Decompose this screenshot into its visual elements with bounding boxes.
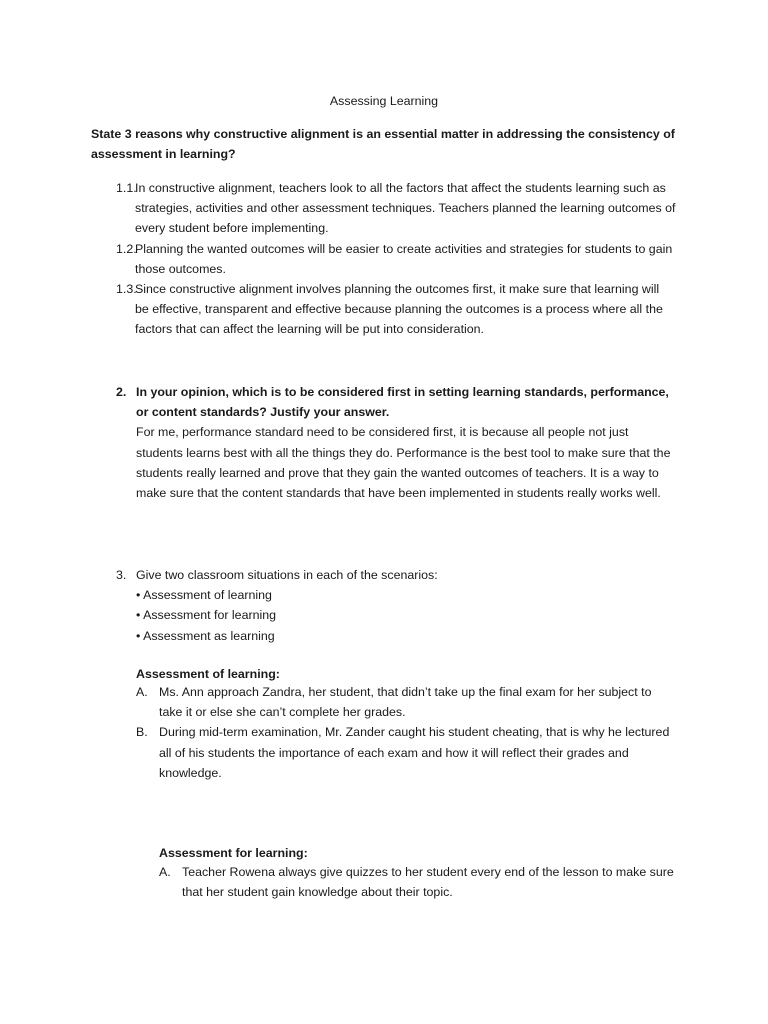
question-2-block [116, 382, 676, 503]
item-text: Planning the wanted outcomes will be easier to create activities and strategies for students to gain those outcomes. [135, 241, 673, 276]
answer-2: For me, performance standard need to be considered first, it is because all people not just students learns best with all the things they do. Performance is the best tool to make sure that the students really learned and prove that they gain the wanted outcomes of teachers. It is a way to make sure that the content standards that have been implemented in students really works well. [136, 425, 671, 501]
list-item [136, 722, 676, 783]
item-text: During mid-term examination, Mr. Zander caught his student cheating, that is why he lectured all of his students the importance of each exam and how it will reflect their grades and knowledge. [159, 725, 670, 780]
question-2: In your opinion, which is to be considered first in setting learning standards, performance, or content standards? Justify your answer. [136, 385, 669, 420]
list-item [159, 862, 679, 902]
list-item [116, 178, 676, 239]
q1-answer-list [116, 178, 676, 340]
section-heading-for-learning: Assessment for learning: [159, 846, 308, 860]
page-title: Assessing Learning [329, 94, 439, 108]
item-letter: B. [136, 725, 148, 740]
item-text: Teacher Rowena always give quizzes to her student every end of the lesson to make sure that her student gain knowledge about their topic. [182, 865, 674, 900]
item-letter: A. [159, 865, 171, 879]
question-3: Give two classroom situations in each of the scenarios: [136, 568, 438, 582]
list-item [116, 279, 676, 340]
item-text: Ms. Ann approach Zandra, her student, that didn’t take up the final exam for her subject to take it or else she can’t complete her grades. [159, 685, 652, 720]
section-heading-of-learning: Assessment of learning: [136, 667, 280, 681]
bullet-item: • Assessment as learning [136, 628, 275, 643]
question-number: 3. [116, 568, 127, 582]
item-text: Since constructive alignment involves planning the outcomes first, it make sure that learning will be effective, transparent and effective because planning the outcomes is a process where all the factors that can affect the learning will be put into consideration. [135, 282, 663, 337]
item-text: In constructive alignment, teachers look to all the factors that affect the students learning such as strategies, activities and other assessment techniques. Teachers planned the learning outcomes of every student before implementing. [135, 181, 676, 236]
item-number: 1.2. [116, 241, 137, 256]
question-number: 2. [116, 385, 127, 399]
question-1: State 3 reasons why constructive alignment is an essential matter in addressing the consistency of assessment in learning? [91, 127, 675, 162]
item-number: 1.3. [116, 282, 137, 297]
item-letter: A. [136, 685, 148, 699]
list-item [136, 682, 676, 722]
of-learning-list [136, 682, 676, 783]
item-number: 1.1. [116, 181, 137, 195]
for-learning-list [159, 862, 679, 902]
bullet-item: • Assessment of learning [136, 588, 272, 603]
list-item [116, 239, 676, 279]
question-3-block [116, 565, 676, 646]
bullet-item: • Assessment for learning [136, 608, 277, 623]
